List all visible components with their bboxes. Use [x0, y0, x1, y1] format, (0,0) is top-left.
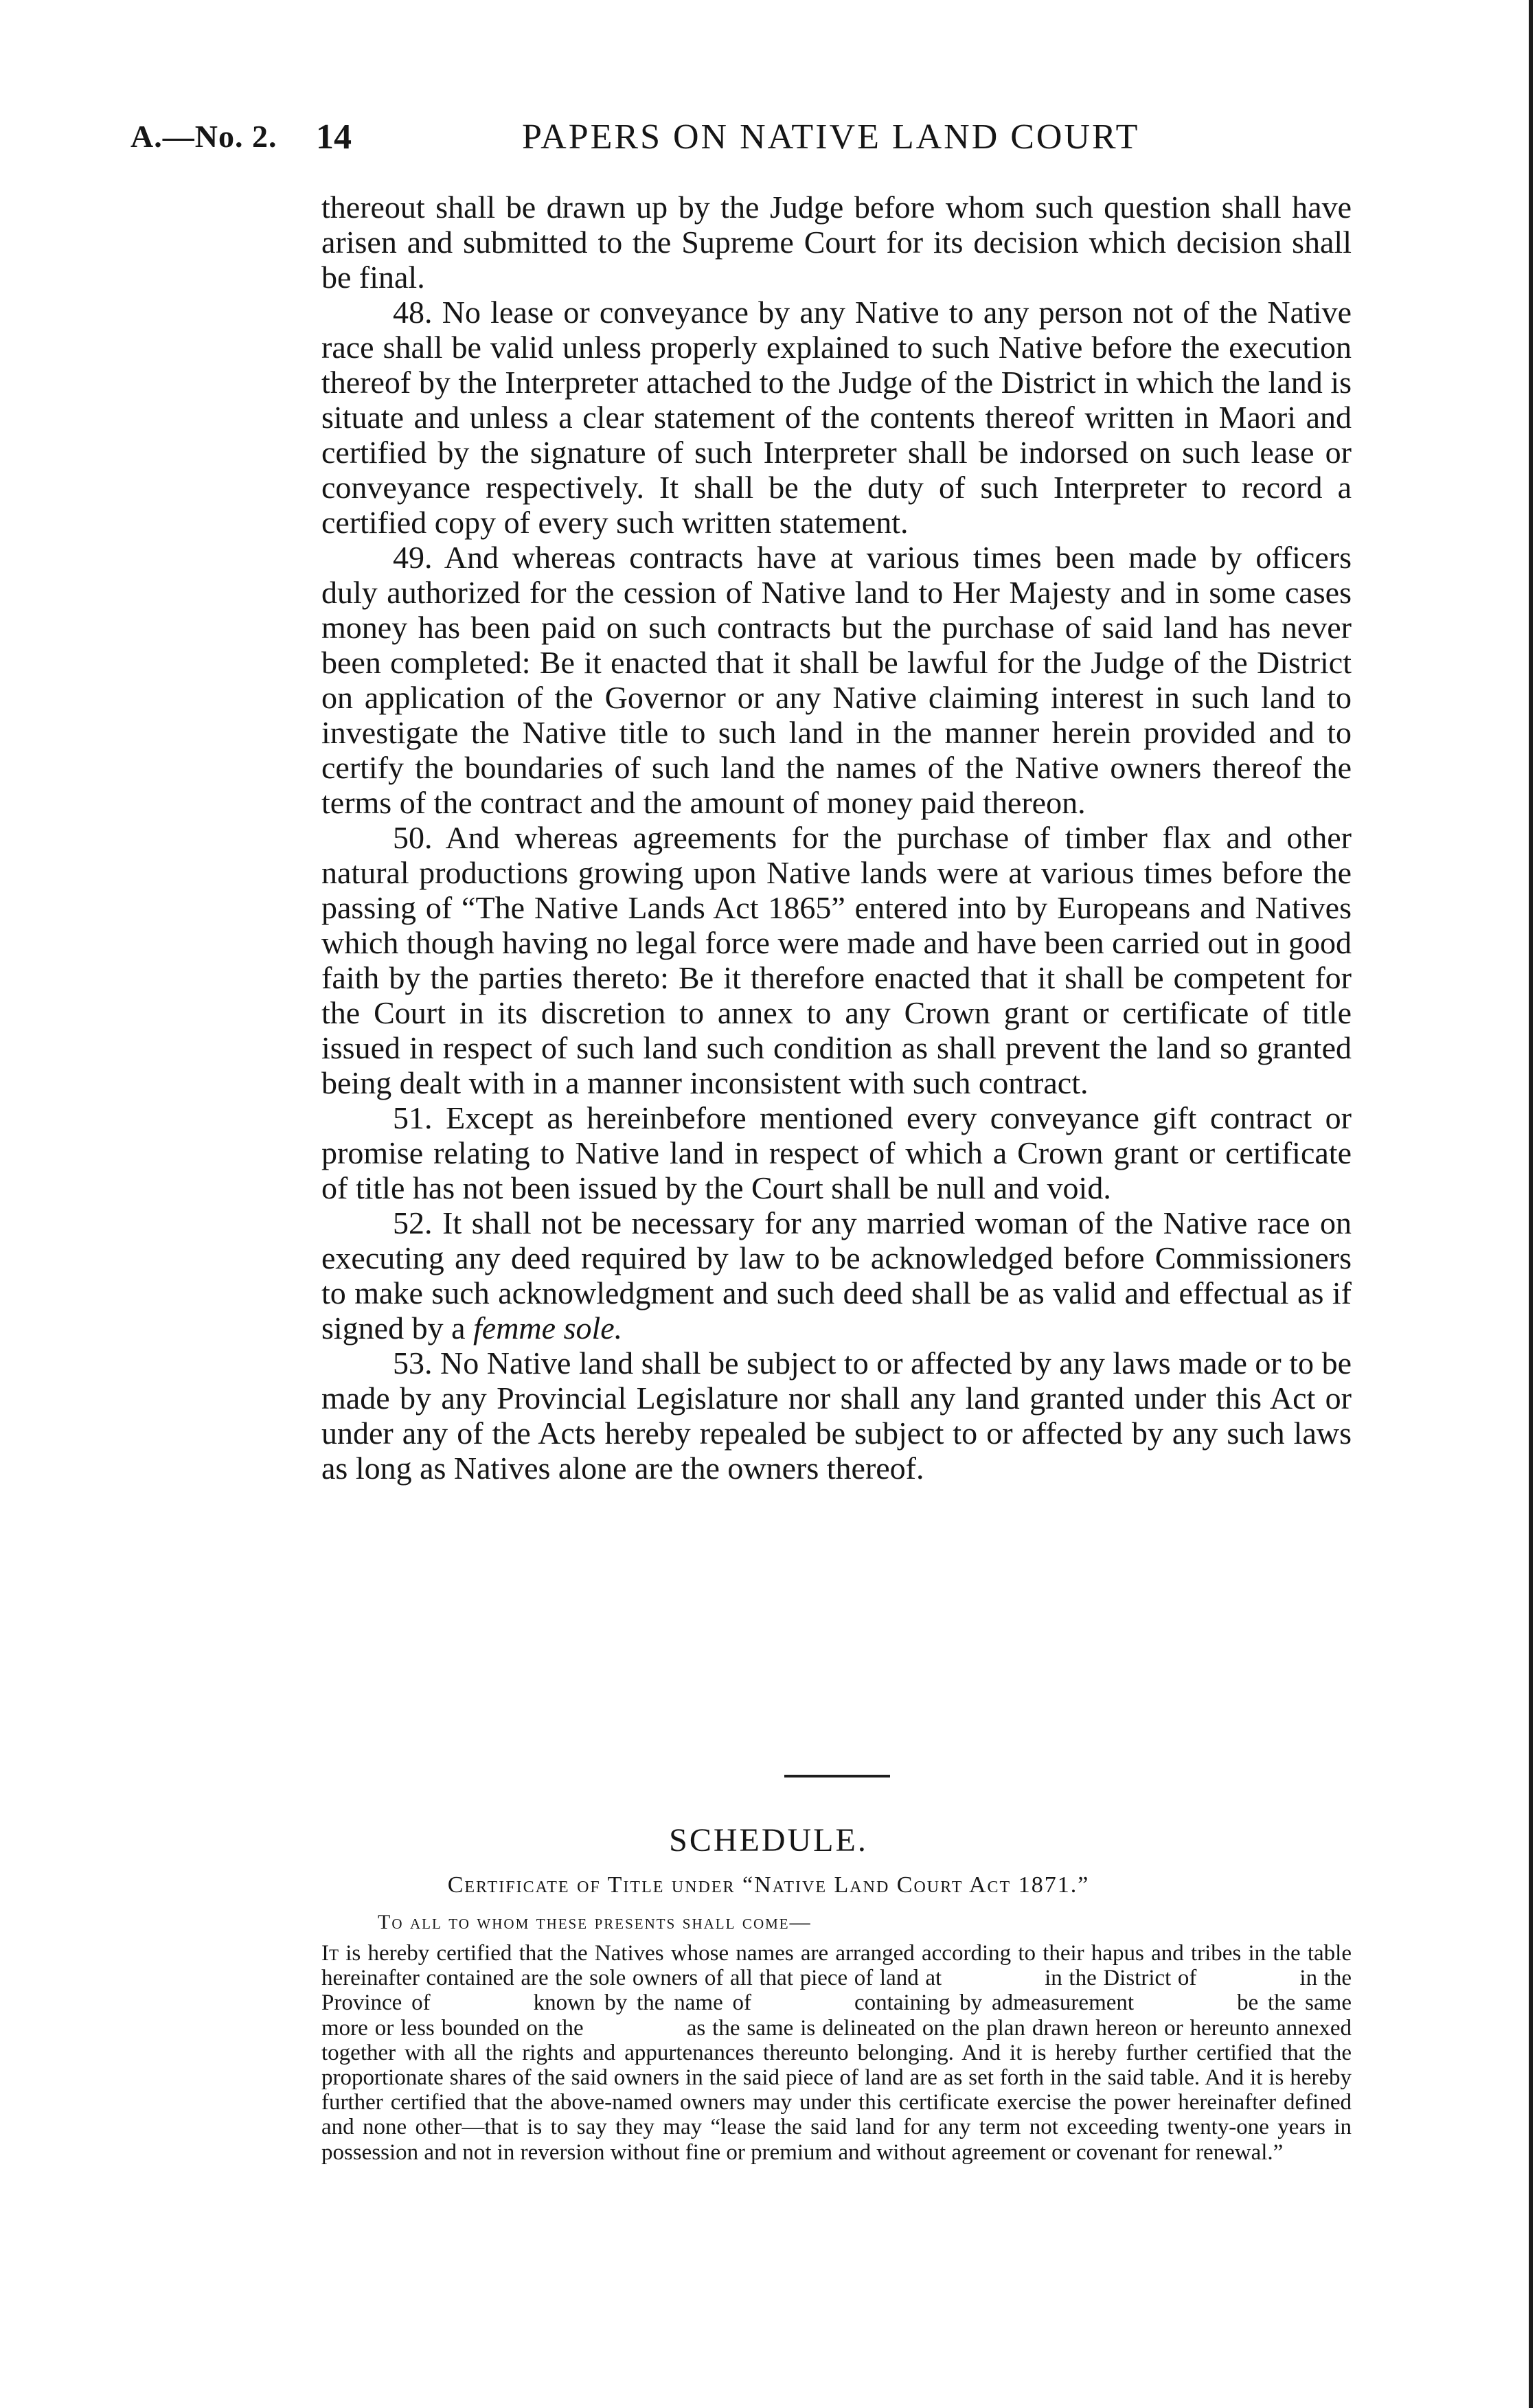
certificate-segment-5: containing by admeasurement	[854, 1990, 1135, 2016]
section-53: 53. No Native land shall be subject to or affected by any laws made or to be made by any Provincial Legislature nor shall any land granted under this Act or under any of the Acts hereby repealed be subject to or affected by any such laws as long as Natives alone are the owners thereof.	[321, 1345, 1352, 1486]
certificate-heading: Certificate of Title under “Native Land Court Act 1871.”	[447, 1872, 1090, 1898]
section-51: 51. Except as hereinbefore mentioned every conveyance gift contract or promise relating to Native land in respect of which a Crown grant or certificate of title has not been issued by the Court shall be null and void.	[321, 1100, 1352, 1205]
running-title: PAPERS ON NATIVE LAND COURT	[522, 117, 1140, 157]
section-48: 48. No lease or conveyance by any Native to any person not of the Native race shall be valid unless properly explained to such Native before the execution thereof by the Interpreter attached to the Judge of the District in which the land is situate and unless a clear statement of the contents thereof written in Maori and certified by the signature of such Interpreter shall be indorsed on such lease or conveyance respectively. It shall be the duty of such Interpreter to record a certified copy of every such written statement.	[321, 295, 1352, 540]
certificate-paragraph	[321, 1941, 1352, 2165]
section-divider	[784, 1775, 890, 1777]
certificate-segment-2: in the District of	[1045, 1966, 1197, 1991]
certificate-segment-3: in the Province of	[321, 1966, 1352, 2016]
section-52-italic: femme sole.	[473, 1310, 623, 1345]
salutation: To all to whom these presents shall come—	[378, 1911, 812, 1933]
certificate-segment-1: is hereby certified that the Natives whose names are arranged according to their hapus and tribes in the table hereinafter contained are the sole owners of all that piece of land at	[321, 1941, 1352, 1991]
certificate-lead-word: It	[321, 1941, 339, 1966]
certificate-segment-4: known by the name of	[533, 1990, 752, 2016]
certificate-segment-6: be the same more or less bounded on the	[321, 1990, 1352, 2041]
section-49: 49. And whereas contracts have at various times been made by officers duly authorized for the cession of Native land to Her Majesty and in some cases money has been paid on such contracts but the purchase of said land has never been completed: Be it enacted that it shall be lawful for the Judge of the District on application of the Governor or any Native claiming interest in such land to investigate the Native title to such land in the manner herein provided and to certify the boundaries of such land the names of the Native owners thereof the terms of the contract and the amount of money paid thereon.	[321, 540, 1352, 820]
schedule-heading: SCHEDULE.	[669, 1822, 868, 1859]
paragraph-continuation: thereout shall be drawn up by the Judge before whom such question shall have arisen and submitted to the Supreme Court for its decision which decision shall be final.	[321, 190, 1352, 295]
certificate-segment-7: as the same is delineated on the plan drawn hereon or hereunto annexed together with all the rights and appurtenances thereunto belonging. And it is hereby further certified that the proportionate shares of the said owners in the said piece of land are as set forth in the said table. And it is hereby further certified that the above-named owners may under this certificate exercise the power hereinafter defined and none other—that is to say they may “lease the said land for any term not exceeding twenty-one years in possession and not in reversion without fine or premium and without agreement or covenant for renewal.”	[321, 2015, 1352, 2165]
page-number: 14	[316, 117, 352, 157]
section-52-text: 52. It shall not be necessary for any married woman of the Native race on executing any deed required by law to be acknowledged before Commissioners to make such acknowledgment and such deed shall be as valid and effectual as if signed by a	[321, 1205, 1352, 1345]
section-50: 50. And whereas agreements for the purchase of timber flax and other natural productions growing upon Native lands were at various times before the passing of “The Native Lands Act 1865” entered into by Europeans and Natives which though having no legal force were made and have been carried out in good faith by the parties thereto: Be it therefore enacted that it shall be competent for the Court in its discretion to annex to any Crown grant or certificate of title issued in respect of such land such condition as shall prevent the land so granted being dealt with in a manner inconsistent with such contract.	[321, 820, 1352, 1100]
main-text	[321, 190, 1352, 1486]
section-52	[321, 1205, 1352, 1345]
page-edge-border	[1529, 0, 1533, 2408]
certificate-text	[321, 1941, 1352, 2165]
paper-reference: A.—No. 2.	[130, 119, 277, 154]
